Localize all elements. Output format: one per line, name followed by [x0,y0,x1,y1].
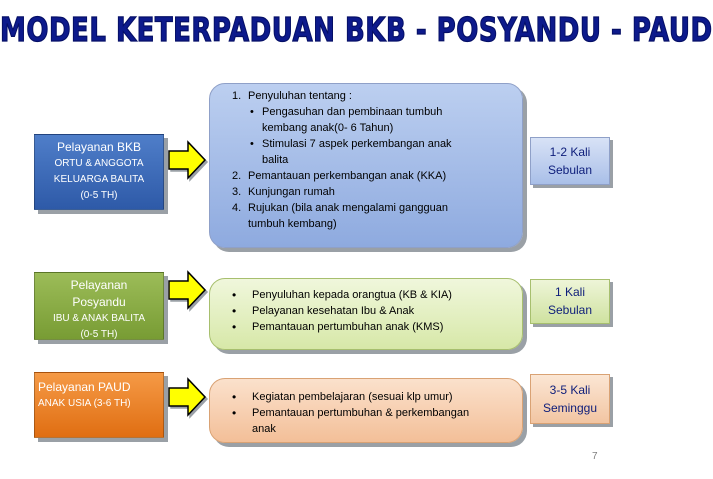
paud-frequency-period: Seminggu [542,401,598,415]
posyandu-service-box [34,272,164,340]
bkb-service-box [34,134,164,210]
bkb-activity-1: 1. Penyuluhan tentang : [232,90,352,102]
paud-activity-2: • Pemantauan pertumbuhan & perkembangan [232,406,470,420]
bkb-activity-3: 3. Kunjungan rumah [232,186,335,198]
bkb-target-line-2: KELUARGA BALITA [53,174,145,185]
posyandu-target: IBU & ANAK BALITA [52,313,146,324]
bkb-frequency-count: 1-2 Kali [549,145,591,159]
bkb-frequency-period: Sebulan [547,163,593,177]
posyandu-age-range: (0-5 TH) [80,329,118,340]
bkb-frequency-box [530,137,610,185]
bkb-target-line-1: ORTU & ANGGOTA [54,158,144,169]
paud-frequency-count: 3-5 Kali [549,383,591,397]
paud-arrow-icon [168,378,206,416]
paud-activity-2-cont: anak [252,423,276,435]
bkb-arrow-icon [168,141,206,179]
paud-frequency-box [530,374,610,424]
posyandu-frequency-period: Sebulan [547,303,593,317]
posyandu-frequency-count: 1 Kali [554,285,586,299]
bkb-service-label: Pelayanan BKB [56,140,142,154]
posyandu-arrow-icon [168,271,206,309]
bkb-activity-1-sub-1-cont: kembang anak(0- 6 Tahun) [262,122,394,134]
paud-activities-box [209,378,523,443]
paud-service-label: Pelayanan PAUD [38,380,131,394]
page-number: 7 [592,451,598,462]
bkb-activity-1-sub-1: • Pengasuhan dan pembinaan tumbuh [250,106,443,118]
paud-target: ANAK USIA (3-6 TH) [38,398,131,409]
paud-service-box [34,372,164,438]
posyandu-frequency-box [530,279,610,324]
bkb-activity-1-sub-2-cont: balita [262,154,289,166]
bkb-activity-1-sub-2: • Stimulasi 7 aspek perkembangan anak [250,138,452,150]
bkb-activity-4: 4. Rujukan (bila anak mengalami gangguan [232,202,448,214]
bkb-activity-4-cont: tumbuh kembang) [248,218,337,230]
posyandu-activity-1: • Penyuluhan kepada orangtua (KB & KIA) [232,288,452,302]
posyandu-activity-2: • Pelayanan kesehatan Ibu & Anak [232,304,415,318]
paud-activity-1: • Kegiatan pembelajaran (sesuai klp umur) [232,390,453,404]
posyandu-service-label-1: Pelayanan [70,278,128,292]
posyandu-service-label-2: Posyandu [72,295,126,309]
diagram-title: MODEL KETERPADUAN BKB - POSYANDU - PAUD [0,12,713,50]
bkb-activities-box [209,83,523,248]
posyandu-activity-3: • Pemantauan pertumbuhan anak (KMS) [232,320,444,334]
bkb-activity-2: 2. Pemantauan perkembangan anak (KKA) [232,170,447,182]
posyandu-activities-box [209,278,523,350]
bkb-age-range: (0-5 TH) [80,190,118,201]
